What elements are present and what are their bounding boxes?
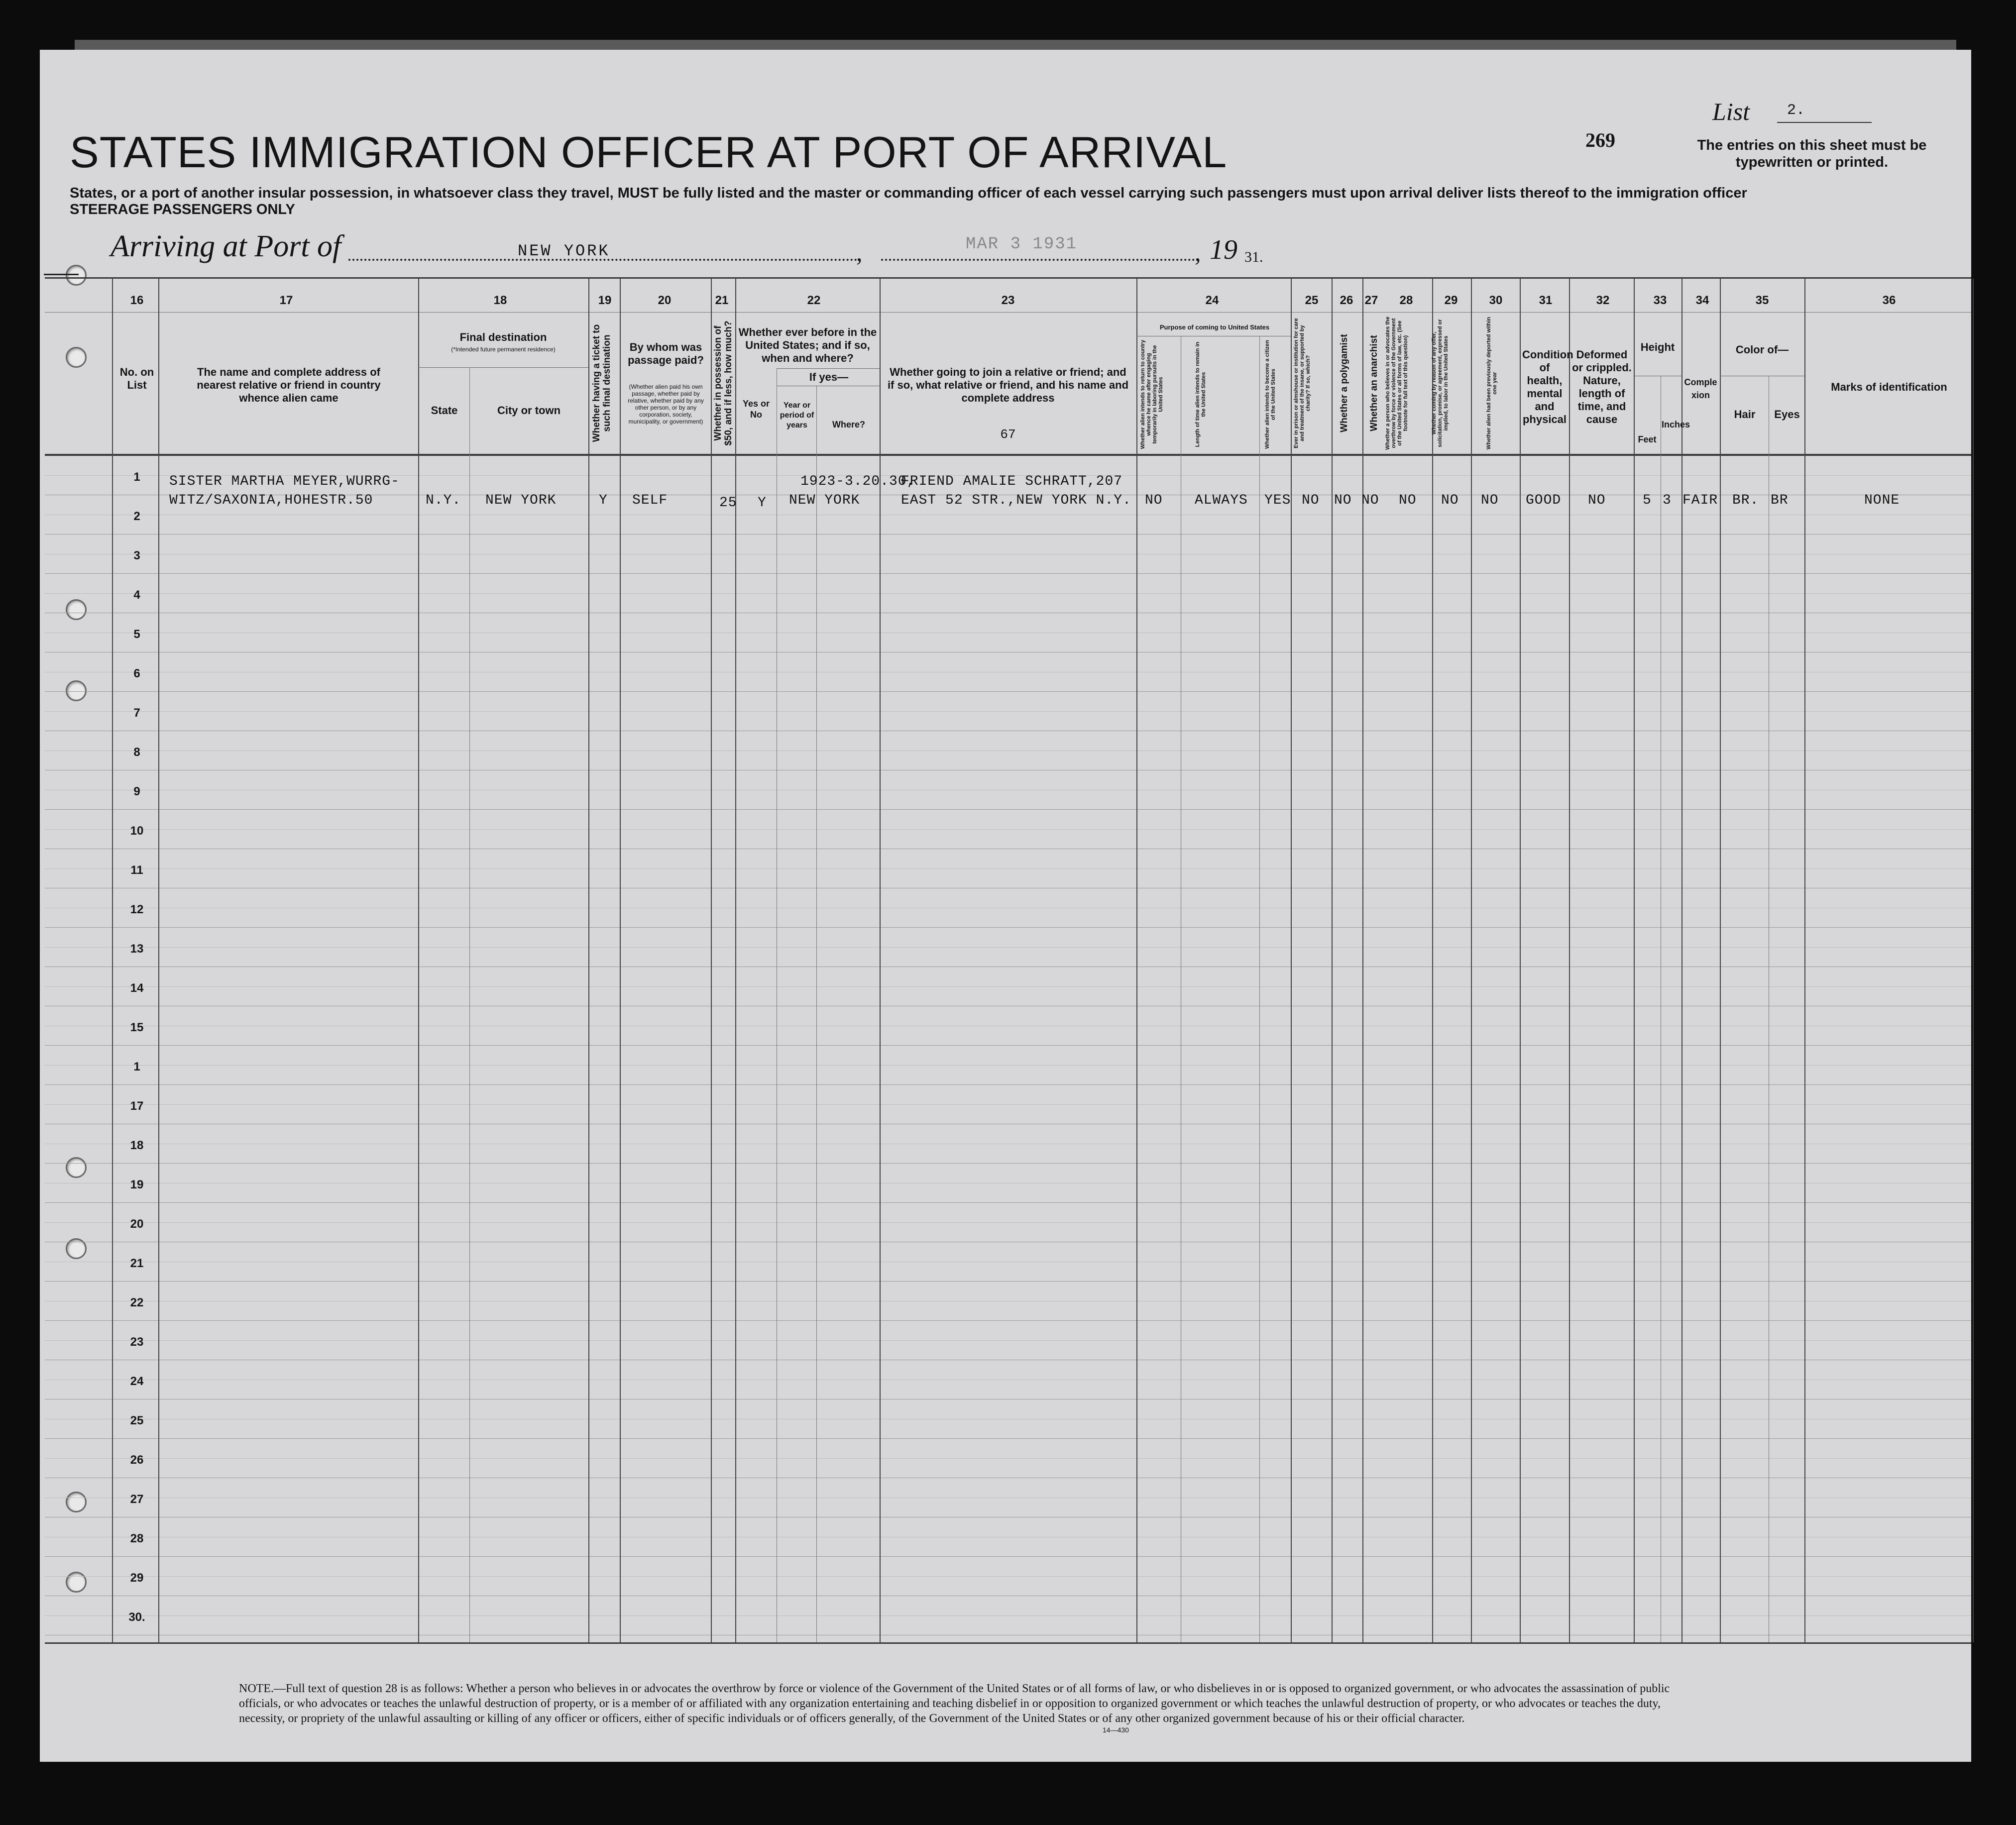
header-money: Whether in possession of $50, and if less, how much? <box>713 321 734 446</box>
form-number: 14—430 <box>1103 1726 1129 1734</box>
column-line <box>1291 279 1292 1642</box>
header-anarchist: Whether an anarchist <box>1369 335 1379 431</box>
row-number: 7 <box>133 706 140 720</box>
header-inches: Inches <box>1662 420 1690 429</box>
footnote-question-28: NOTE.—Full text of question 28 is as follows: Whether a person who believes in or advocates the overthrow by force or violence of the Government of the United States or of all forms of law, or who disbelieves in or is opposed to organized government, or who advocates the assassination of public officials, or who advocates or teaches the unlawful destruction of property, or is a member of or affiliated with any organization entertaining and teaching disbelief in or opposition to organized government or which teaches the unlawful destruction of property, or who advocates or teaches the duty, necessity, or propriety of the unlawful assaulting or killing of any officer or officers, either of specific individuals or of officers generally, of the Government of the United States or of any other organized government because of his or their official character. <box>239 1682 1670 1725</box>
typewritten-instruction: The entries on this sheet must be typewritten or printed. <box>1697 137 1927 170</box>
steerage-label: STEERAGE PASSENGERS ONLY <box>70 202 295 217</box>
entry-marks: NONE <box>1864 493 1900 508</box>
column-line <box>1259 336 1260 1642</box>
column-number-34: 34 <box>1695 294 1709 307</box>
entry-polygamist: NO <box>1334 493 1352 508</box>
column-number-21: 21 <box>715 294 729 307</box>
column-number-19: 19 <box>598 294 612 307</box>
entry-citizen: YES <box>1264 493 1291 508</box>
row-number: 14 <box>130 981 144 995</box>
year-label: 19 <box>1210 234 1237 265</box>
entry-passage-paid: SELF <box>632 493 668 508</box>
column-line <box>418 279 419 1642</box>
binder-hole <box>66 1572 87 1593</box>
column-line <box>158 279 159 1642</box>
column-line <box>735 279 736 1642</box>
entry-relative-line1: SISTER MARTHA MEYER,WURRG- <box>169 474 400 489</box>
row-number: 25 <box>130 1414 144 1427</box>
binder-hole <box>66 347 87 368</box>
row-number: 23 <box>130 1335 144 1349</box>
row-number: 26 <box>130 1453 144 1467</box>
row-number: 13 <box>130 942 144 956</box>
column-number-23: 23 <box>1001 294 1015 307</box>
binder-hole <box>66 1492 87 1512</box>
entry-health: GOOD <box>1526 493 1562 508</box>
header-purpose: Purpose of coming to United States <box>1159 323 1270 331</box>
entry-return: NO <box>1145 493 1163 508</box>
header-join-relative: Whether going to join a relative or friend; and if so, what relative or friend, and his name and complete address <box>887 366 1129 404</box>
binder-hole <box>66 680 87 701</box>
column-number-16: 16 <box>130 294 144 307</box>
arrival-date-stamp: MAR 3 1931 <box>966 235 1078 254</box>
header-deformed: Deformed or crippled. Nature, length of time, and cause <box>1572 348 1632 426</box>
row-number: 24 <box>130 1375 144 1388</box>
row-number: 5 <box>133 628 140 641</box>
entry-city: NEW YORK <box>485 493 557 508</box>
column-number-32: 32 <box>1596 294 1610 307</box>
header-where: Where? <box>832 420 865 429</box>
entry-prison: NO <box>1302 493 1320 508</box>
header-deported: Whether alien had been previously deported within one year <box>1486 317 1498 450</box>
entry-join-line1: FRIEND AMALIE SCHRATT,207 <box>901 474 1123 489</box>
fastener-pin <box>44 274 79 275</box>
annotation-67: 67 <box>1000 427 1016 442</box>
binder-hole <box>66 599 87 620</box>
entry-length-of-stay: ALWAYS <box>1195 493 1248 508</box>
column-number-18: 18 <box>493 294 507 307</box>
entry-complexion: FAIR <box>1682 493 1718 508</box>
form-title: STATES IMMIGRATION OFFICER AT PORT OF ARRIVAL <box>70 127 1228 177</box>
column-line <box>1432 279 1433 1642</box>
year-value: 31. <box>1244 249 1263 265</box>
header-passage-paid-note: (Whether alien paid his own passage, whether paid by relative, whether paid by any other person, or by any corporation, society, municipality, or government) <box>628 383 704 425</box>
column-number-25: 25 <box>1305 294 1319 307</box>
header-final-destination-note: (*Intended future permanent residence) <box>451 346 556 353</box>
entry-before-years: 1923-3.20.30, <box>800 474 916 489</box>
table-bottom-border <box>45 1642 1971 1644</box>
column-number-28: 28 <box>1399 294 1413 307</box>
column-number-29: 29 <box>1444 294 1458 307</box>
header-year-period: Year or period of years <box>780 401 814 429</box>
list-number-line <box>1777 122 1872 123</box>
row-number: 20 <box>130 1217 144 1231</box>
row-number: 1 <box>133 1060 140 1074</box>
entry-eyes: BR <box>1771 493 1789 508</box>
entry-ticket: Y <box>599 493 608 508</box>
header-prison: Ever in prison or almshouse or institution for care and treatment of the insane, or supported by charity? If so, which? <box>1293 318 1311 448</box>
column-line <box>1471 279 1472 1642</box>
column-line <box>1569 279 1570 1642</box>
column-number-17: 17 <box>279 294 293 307</box>
header-separator <box>777 368 880 369</box>
header-complexion: Complexion <box>1684 377 1717 400</box>
header-marks: Marks of identification <box>1831 381 1947 393</box>
header-passage-paid: By whom was passage paid? <box>628 341 704 366</box>
column-line <box>1720 279 1721 1642</box>
entry-overthrow: NO <box>1399 493 1417 508</box>
row-number: 4 <box>133 588 140 602</box>
row-number: 28 <box>130 1532 144 1545</box>
list-number: 2. <box>1787 102 1805 119</box>
column-line <box>1973 279 1974 1642</box>
list-label: List <box>1712 98 1750 125</box>
row-number: 27 <box>130 1493 144 1506</box>
header-state: State <box>431 404 458 417</box>
entry-anarchist: NO <box>1361 493 1379 508</box>
column-number-24: 24 <box>1205 294 1219 307</box>
row-number: 21 <box>130 1257 144 1270</box>
comma-separator: , <box>856 238 863 266</box>
column-line <box>816 386 817 1642</box>
column-line <box>711 279 712 1642</box>
entry-money: 25 <box>719 495 737 511</box>
arriving-label: Arriving at Port of <box>111 229 341 263</box>
column-line <box>1634 279 1635 1642</box>
header-yes-no: Yes or No <box>742 399 770 420</box>
header-if-yes: If yes— <box>809 371 849 383</box>
entry-state: N.Y. <box>426 493 461 508</box>
column-line <box>1136 279 1137 1642</box>
column-line <box>1520 279 1521 1642</box>
header-separator <box>418 367 588 368</box>
row-number: 19 <box>130 1178 144 1191</box>
entry-hair: BR. <box>1732 493 1759 508</box>
header-final-destination: Final destination <box>459 331 547 343</box>
row-number: 10 <box>130 824 144 838</box>
entry-before-where: NEW YORK <box>789 493 860 508</box>
comma-separator: , <box>1195 238 1201 266</box>
header-no-on-list: No. on List <box>119 366 154 391</box>
header-feet: Feet <box>1638 434 1657 444</box>
row-number: 3 <box>133 549 140 562</box>
row-number: 11 <box>130 863 143 877</box>
form-subheading: States, or a port of another insular possession, in whatsoever class they travel, MUST be fully listed and the master or commanding officer of each vessel carrying such passengers must upon arrival deliver lists thereof to the immigration officer <box>70 185 1747 201</box>
header-length-of-stay: Length of time alien intends to remain in the United States <box>1195 341 1207 447</box>
column-number-30: 30 <box>1489 294 1503 307</box>
row-number: 6 <box>133 667 140 680</box>
header-labor-offer: Whether coming by reason of any offer, solicitation, promise, or agreement, expressed or implied, to labor in the United States <box>1431 319 1449 447</box>
column-line <box>112 279 113 1642</box>
port-value: NEW YORK <box>518 242 610 260</box>
binder-hole <box>66 1157 87 1178</box>
row-number: 22 <box>130 1296 144 1309</box>
column-number-20: 20 <box>658 294 672 307</box>
header-ticket: Whether having a ticket to such final destination <box>591 324 612 442</box>
column-number-36: 36 <box>1882 294 1896 307</box>
row-number: 18 <box>130 1139 144 1152</box>
date-dotted-line <box>881 259 1195 261</box>
column-line <box>620 279 621 1642</box>
sheet-number: 269 <box>1585 129 1615 151</box>
row-number: 30. <box>128 1610 145 1624</box>
entry-deformed: NO <box>1588 493 1606 508</box>
column-number-26: 26 <box>1340 294 1353 307</box>
row-number: 12 <box>130 903 144 916</box>
header-height: Height <box>1640 341 1675 353</box>
column-number-31: 31 <box>1539 294 1553 307</box>
header-polygamist: Whether a polygamist <box>1339 334 1349 432</box>
column-line <box>469 367 470 1642</box>
header-before-us: Whether ever before in the United States; and if so, when and where? <box>738 326 877 364</box>
header-color-of: Color of— <box>1735 343 1789 356</box>
entry-deported: NO <box>1481 493 1499 508</box>
row-number: 8 <box>133 746 140 759</box>
entry-labor-offer: NO <box>1441 493 1459 508</box>
entry-before-us: Y <box>758 495 767 511</box>
header-overthrow: Whether a person who believes in or advocates the overthrow by force or violence of the Government of the United States or all forms of law, etc. (See footnote for full text of this question) <box>1385 317 1409 450</box>
column-line <box>1804 279 1805 1642</box>
header-health: Condition of health, mental and physical <box>1522 348 1573 426</box>
column-line <box>1362 279 1363 1642</box>
entry-feet: 5 <box>1643 493 1652 508</box>
row-number: 9 <box>133 785 140 798</box>
entry-join-line2: EAST 52 STR.,NEW YORK N.Y. <box>901 493 1131 508</box>
column-line <box>588 279 589 1642</box>
entry-inches: 3 <box>1663 493 1672 508</box>
header-city: City or town <box>497 404 561 417</box>
header-eyes: Eyes <box>1774 408 1800 421</box>
header-intends-return: Whether alien intends to return to country whence he came after engaging temporarily in laboring pursuits in the United States <box>1140 339 1164 449</box>
entry-relative-line2: WITZ/SAXONIA,HOHESTR.50 <box>169 493 373 508</box>
column-number-35: 35 <box>1755 294 1769 307</box>
row-number: 17 <box>130 1099 144 1113</box>
row-number: 15 <box>130 1021 144 1034</box>
header-intends-citizen: Whether alien intends to become a citizen of the United States <box>1264 340 1276 449</box>
header-nearest-relative: The name and complete address of nearest relative or friend in country whence alien came <box>197 366 381 404</box>
row-number: 1 <box>133 470 140 484</box>
column-line <box>1681 279 1682 1642</box>
column-number-33: 33 <box>1653 294 1667 307</box>
row-number: 2 <box>133 510 140 523</box>
column-number-22: 22 <box>807 294 821 307</box>
column-line <box>1332 279 1333 1642</box>
header-hair: Hair <box>1734 408 1756 421</box>
column-number-27: 27 <box>1364 294 1378 307</box>
binder-hole <box>66 265 87 286</box>
row-number: 29 <box>130 1571 144 1585</box>
